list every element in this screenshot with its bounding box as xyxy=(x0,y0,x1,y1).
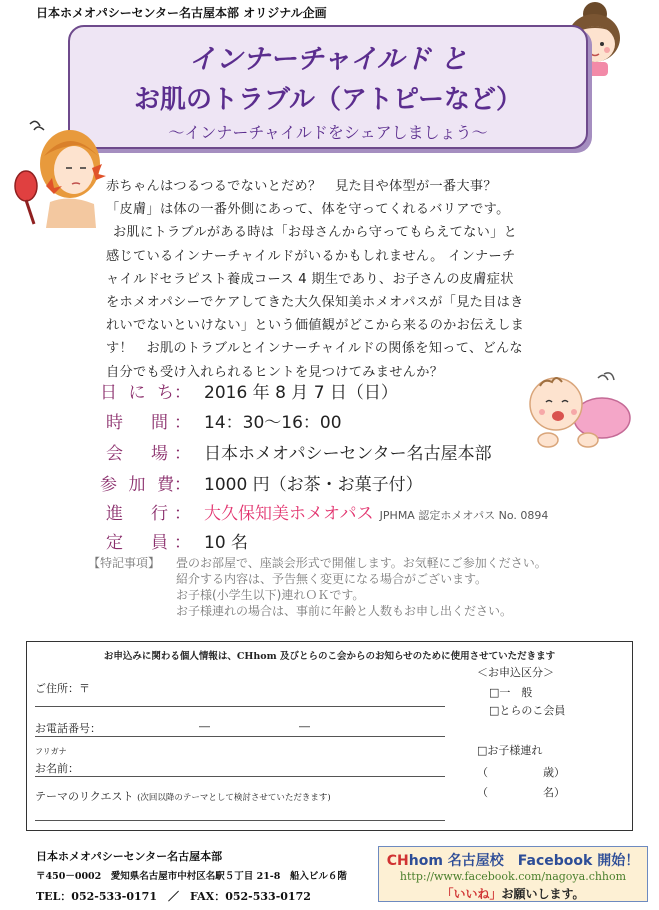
like-word: 「いいね」 xyxy=(441,887,502,901)
request-label xyxy=(35,788,331,804)
venue-label: 会場 xyxy=(106,444,168,464)
facebook-headline xyxy=(379,850,647,870)
phone-label: お電話番号： xyxy=(35,722,101,735)
footer-contact xyxy=(36,847,347,907)
note-line: 紹介する内容は、予告無く変更になる場合がございます。 xyxy=(176,572,488,586)
request-field[interactable] xyxy=(35,820,445,821)
child-age-field[interactable]: （ 歳） xyxy=(477,766,565,779)
furigana-label: フリガナ xyxy=(35,747,67,756)
application-form xyxy=(26,641,633,831)
intro-line: ャイルドセラピスト養成コース 4 期生であり、お子さんの皮膚症状 xyxy=(106,271,514,287)
date-value: 2016 年 8 月 7 日（日） xyxy=(204,383,398,403)
brand-rest: hom 名古屋校 Facebook 開始！ xyxy=(408,853,640,869)
intro-line: 「皮膚」は体の一番外側にあって、体を守ってくれるバリアです。 xyxy=(106,202,510,218)
fee-value: 1000 円（お茶・お菓子付） xyxy=(204,475,423,495)
phone-dash: ― xyxy=(199,720,210,733)
date-label: 日にち xyxy=(100,383,174,403)
facebook-like xyxy=(379,885,647,902)
title-line-1: インナーチャイルド と xyxy=(188,44,468,75)
title-box xyxy=(68,25,588,149)
option-member[interactable]: □とらのこ会員 xyxy=(489,704,566,717)
host-value xyxy=(204,499,548,524)
venue-value: 日本ホメオパシーセンター名古屋本部 xyxy=(204,444,492,464)
footer-address: 〒450－0002 愛知県名古屋市中村区名駅５丁目 21-8 船入ビル６階 xyxy=(36,871,347,882)
title-line-2: お肌のトラブル（アトピーなど） xyxy=(134,85,522,115)
note-line: 畳のお部屋で、座談会形式で開催します。お気軽にご参加ください。 xyxy=(176,556,547,570)
intro-line: 自分でも受け入れられるヒントを見つけてみませんか？ xyxy=(106,364,444,380)
phone-field[interactable] xyxy=(35,736,445,737)
request-title: テーマのリクエスト xyxy=(35,790,134,803)
name-field[interactable] xyxy=(35,776,445,777)
note-line: お子様連れの場合は、事前に年齢と人数もお申し出ください。 xyxy=(176,604,513,618)
option-general[interactable]: □一 般 xyxy=(489,686,533,699)
name-label: お名前： xyxy=(35,762,79,775)
phone-dash: ― xyxy=(299,720,310,733)
colon: ： xyxy=(174,504,191,524)
request-note: (次回以降のテーマとして検討させていただきます) xyxy=(137,793,331,803)
crawling-baby-illustration xyxy=(518,368,636,452)
category-title: ＜お申込区分＞ xyxy=(477,666,554,679)
host-name: 大久保知美ホメオパス xyxy=(204,504,374,524)
header-line: 日本ホメオパシーセンター名古屋本部 オリジナル企画 xyxy=(36,6,327,20)
note-line: お子様(小学生以下)連れＯＫです。 xyxy=(176,588,365,602)
like-rest: お願いします。 xyxy=(501,887,585,901)
option-with-child[interactable]: □お子様連れ xyxy=(477,744,543,757)
intro-line: をホメオパシーでケアしてきた大久保知美ホメオパスが「見た目はき xyxy=(106,295,524,311)
address-label: ご住所：〒 xyxy=(35,682,90,695)
colon: ： xyxy=(174,413,191,433)
brand-ch: CH xyxy=(386,853,409,869)
address-field[interactable] xyxy=(35,706,445,707)
intro-line: れいでないといけない」という価値観がどこから来るのかお伝えしま xyxy=(106,318,525,334)
facebook-url[interactable]: http://www.facebook.com/nagoya.chhom xyxy=(399,870,627,883)
colon: ： xyxy=(174,475,191,495)
fee-label: 参加費 xyxy=(100,475,174,495)
colon: ： xyxy=(174,383,191,403)
worried-woman-illustration xyxy=(10,116,110,228)
colon: ： xyxy=(174,533,191,553)
notes-label: 【特記事項】 xyxy=(88,556,161,570)
intro-line: す！ お肌のトラブルとインナーチャイルドの関係を知って、どんな xyxy=(106,341,523,357)
intro-line: 赤ちゃんはつるつるでないとだめ？ 見た目や体型が一番大事？ xyxy=(106,179,497,194)
intro-paragraph xyxy=(106,175,590,384)
title-subtitle: ～インナーチャイルドをシェアしましょう～ xyxy=(168,123,488,142)
host-label: 進行 xyxy=(106,504,168,524)
capacity-value: 10 名 xyxy=(204,533,249,553)
footer-phone: TEL：052-533-0171 ／ FAX：052-533-0172 xyxy=(36,890,311,903)
time-value: 14：30～16：00 xyxy=(204,413,342,433)
host-certification: JPHMA 認定ホメオパス No. 0894 xyxy=(379,509,549,522)
capacity-label: 定員 xyxy=(106,533,168,553)
child-count-field[interactable]: （ 名） xyxy=(477,786,565,799)
form-privacy-heading: お申込みに関わる個人情報は、CHhom 及びとらのこ会からのお知らせのために使用させていただきます xyxy=(103,651,556,662)
facebook-banner xyxy=(378,846,648,902)
footer-org: 日本ホメオパシーセンター名古屋本部 xyxy=(36,850,223,863)
intro-line: 感じているインナーチャイルドがいるかもしれません。 インナーチ xyxy=(106,248,516,264)
time-label: 時間 xyxy=(106,413,168,433)
colon: ： xyxy=(174,444,191,464)
intro-line: お肌にトラブルがある時は「お母さんから守ってもらえてない」と xyxy=(113,225,518,241)
special-notes xyxy=(88,556,588,626)
